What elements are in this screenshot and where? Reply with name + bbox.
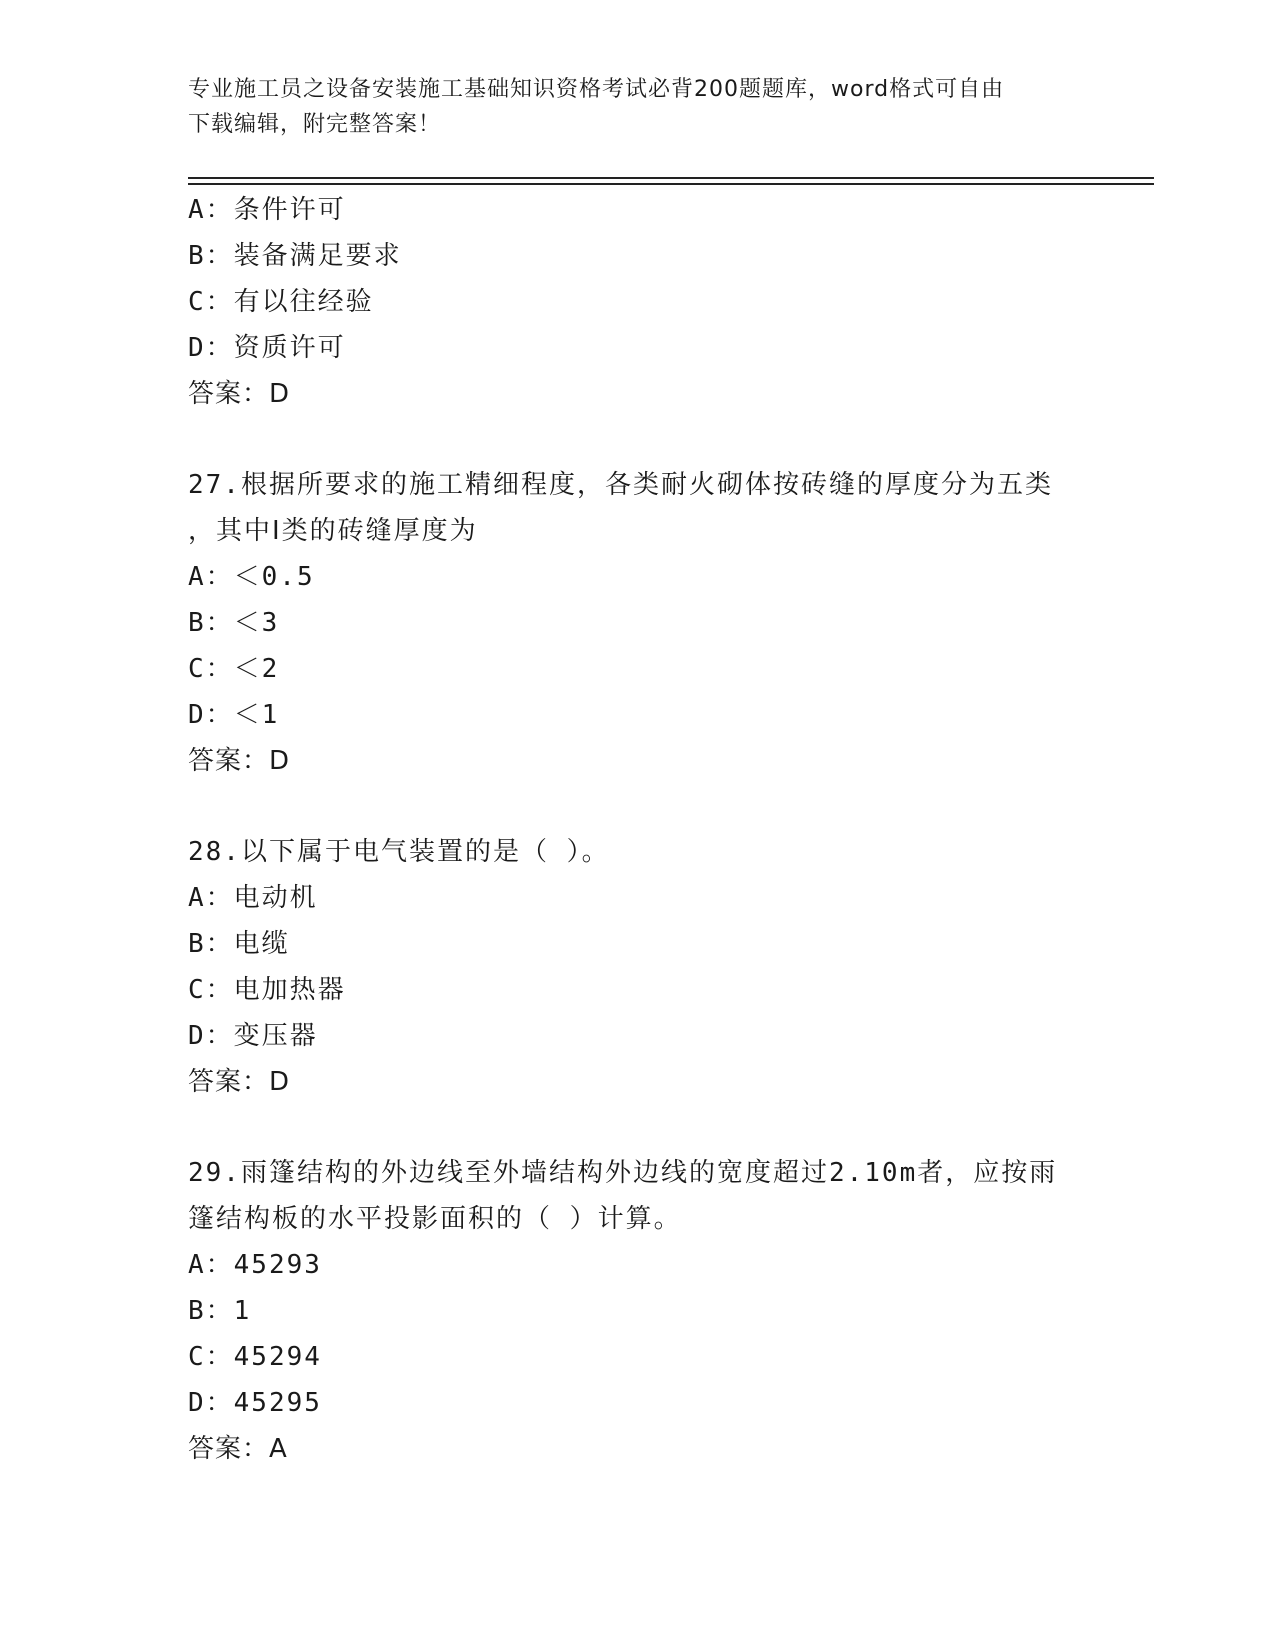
option-b: B：1 (188, 1296, 252, 1326)
header-line-1: 专业施工员之设备安装施工基础知识资格考试必背200题题库，word格式可自由 (188, 77, 1005, 102)
answer: 答案：D (188, 1067, 291, 1097)
option-a: A：＜0.5 (188, 562, 315, 592)
question-27 (188, 462, 1088, 784)
option-d: D：45295 (188, 1388, 322, 1418)
spacer (188, 784, 1088, 829)
option-c: C：有以往经验 (188, 287, 374, 317)
answer: 答案：D (188, 379, 291, 409)
header-line-2: 下载编辑，附完整答案！ (188, 112, 442, 137)
question-26 (188, 187, 1088, 417)
option-c: C：45294 (188, 1342, 322, 1372)
header-rule-bottom (188, 183, 1154, 185)
option-a: A：45293 (188, 1250, 322, 1280)
question-stem: 28.以下属于电气装置的是（ ）。 (188, 837, 610, 867)
option-a: A：条件许可 (188, 195, 346, 225)
option-b: B：装备满足要求 (188, 241, 402, 271)
answer: 答案：D (188, 746, 291, 776)
option-b: B：＜3 (188, 608, 280, 638)
option-d: D：资质许可 (188, 333, 346, 363)
spacer (188, 417, 1088, 462)
document-header (188, 72, 1088, 142)
option-a: A：电动机 (188, 883, 318, 913)
option-c: C：电加热器 (188, 975, 346, 1005)
spacer (188, 1105, 1088, 1150)
question-stem-continued: ，其中Ⅰ类的砖缝厚度为 (188, 516, 478, 546)
question-stem-continued: 篷结构板的水平投影面积的（ ）计算。 (188, 1204, 682, 1234)
option-b: B：电缆 (188, 929, 290, 959)
question-29 (188, 1150, 1088, 1472)
answer: 答案：A (188, 1434, 288, 1464)
question-28 (188, 829, 1088, 1105)
question-stem: 29.雨篷结构的外边线至外墙结构外边线的宽度超过2.10m者，应按雨 (188, 1158, 1058, 1188)
question-list (188, 187, 1088, 1472)
question-stem: 27.根据所要求的施工精细程度，各类耐火砌体按砖缝的厚度分为五类 (188, 470, 1053, 500)
option-d: D：＜1 (188, 700, 280, 730)
option-c: C：＜2 (188, 654, 280, 684)
header-rule-top (188, 177, 1154, 179)
option-d: D：变压器 (188, 1021, 318, 1051)
